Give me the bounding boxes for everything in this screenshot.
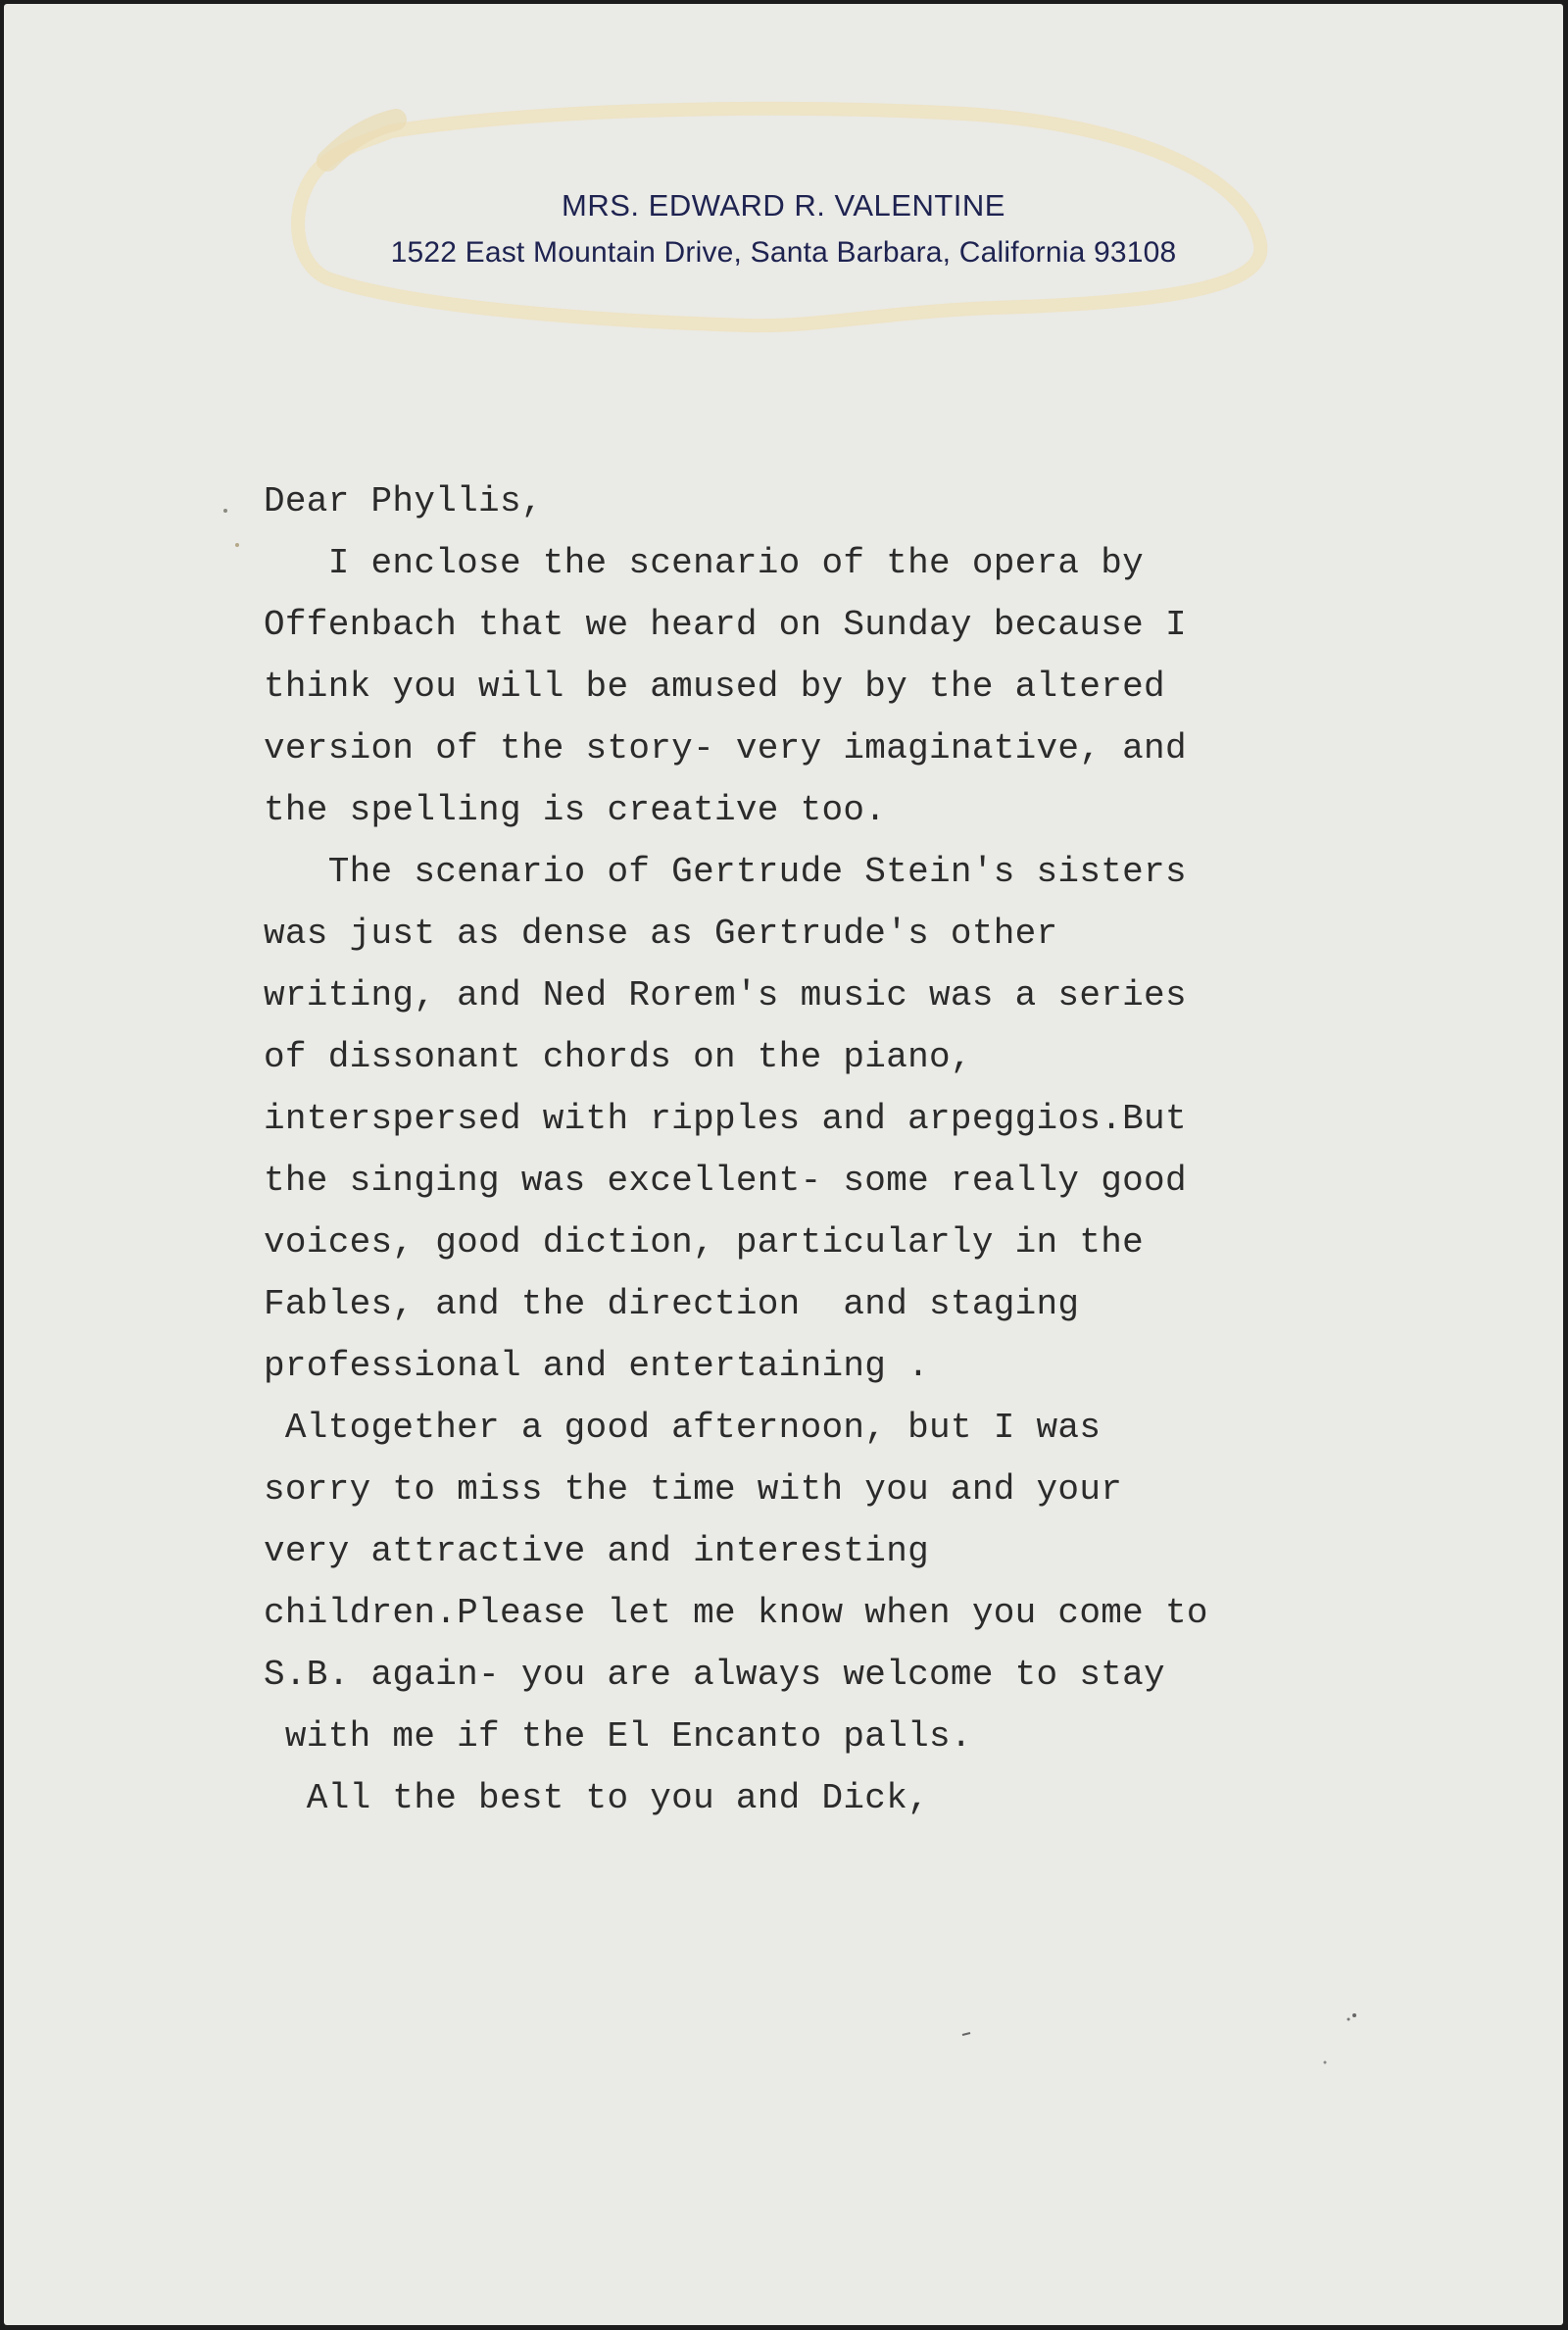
letter-line: think you will be amused by by the altered	[264, 667, 1165, 707]
letter-line: The scenario of Gertrude Stein's sisters	[264, 852, 1187, 892]
letter-line: I enclose the scenario of the opera by	[264, 543, 1145, 583]
letter-line: of dissonant chords on the piano,	[264, 1037, 972, 1077]
letterhead-address: 1522 East Mountain Drive, Santa Barbara, California 93108	[390, 236, 1177, 269]
letter-line: Dear Phyllis,	[264, 481, 543, 521]
letter-line: version of the story- very imaginative, and	[264, 728, 1187, 768]
letter-sheet	[4, 4, 1563, 2325]
letter-body	[264, 471, 1440, 1829]
letter-line: interspersed with ripples and arpeggios.But	[264, 1099, 1187, 1139]
letter-line: Fables, and the direction and staging	[264, 1284, 1080, 1324]
letter-line: All the best to you and Dick,	[264, 1778, 930, 1818]
letter-line: the singing was excellent- some really good	[264, 1161, 1187, 1201]
letter-line: the spelling is creative too.	[264, 790, 887, 830]
letter-line: very attractive and interesting	[264, 1531, 930, 1571]
letter-line: children.Please let me know when you come to	[264, 1593, 1208, 1633]
letterhead-name: MRS. EDWARD R. VALENTINE	[562, 188, 1005, 223]
letterhead	[4, 182, 1563, 276]
letter-line: sorry to miss the time with you and your	[264, 1469, 1123, 1510]
letter-line: Altogether a good afternoon, but I was	[264, 1408, 1102, 1448]
letter-line: with me if the El Encanto palls.	[264, 1716, 972, 1757]
letter-line: voices, good diction, particularly in the	[264, 1222, 1145, 1263]
letter-line: writing, and Ned Rorem's music was a series	[264, 975, 1187, 1016]
letter-line: was just as dense as Gertrude's other	[264, 914, 1058, 954]
letter-line: professional and entertaining .	[264, 1346, 930, 1386]
letter-line: Offenbach that we heard on Sunday because I	[264, 605, 1187, 645]
letter-line: S.B. again- you are always welcome to stay	[264, 1655, 1165, 1695]
